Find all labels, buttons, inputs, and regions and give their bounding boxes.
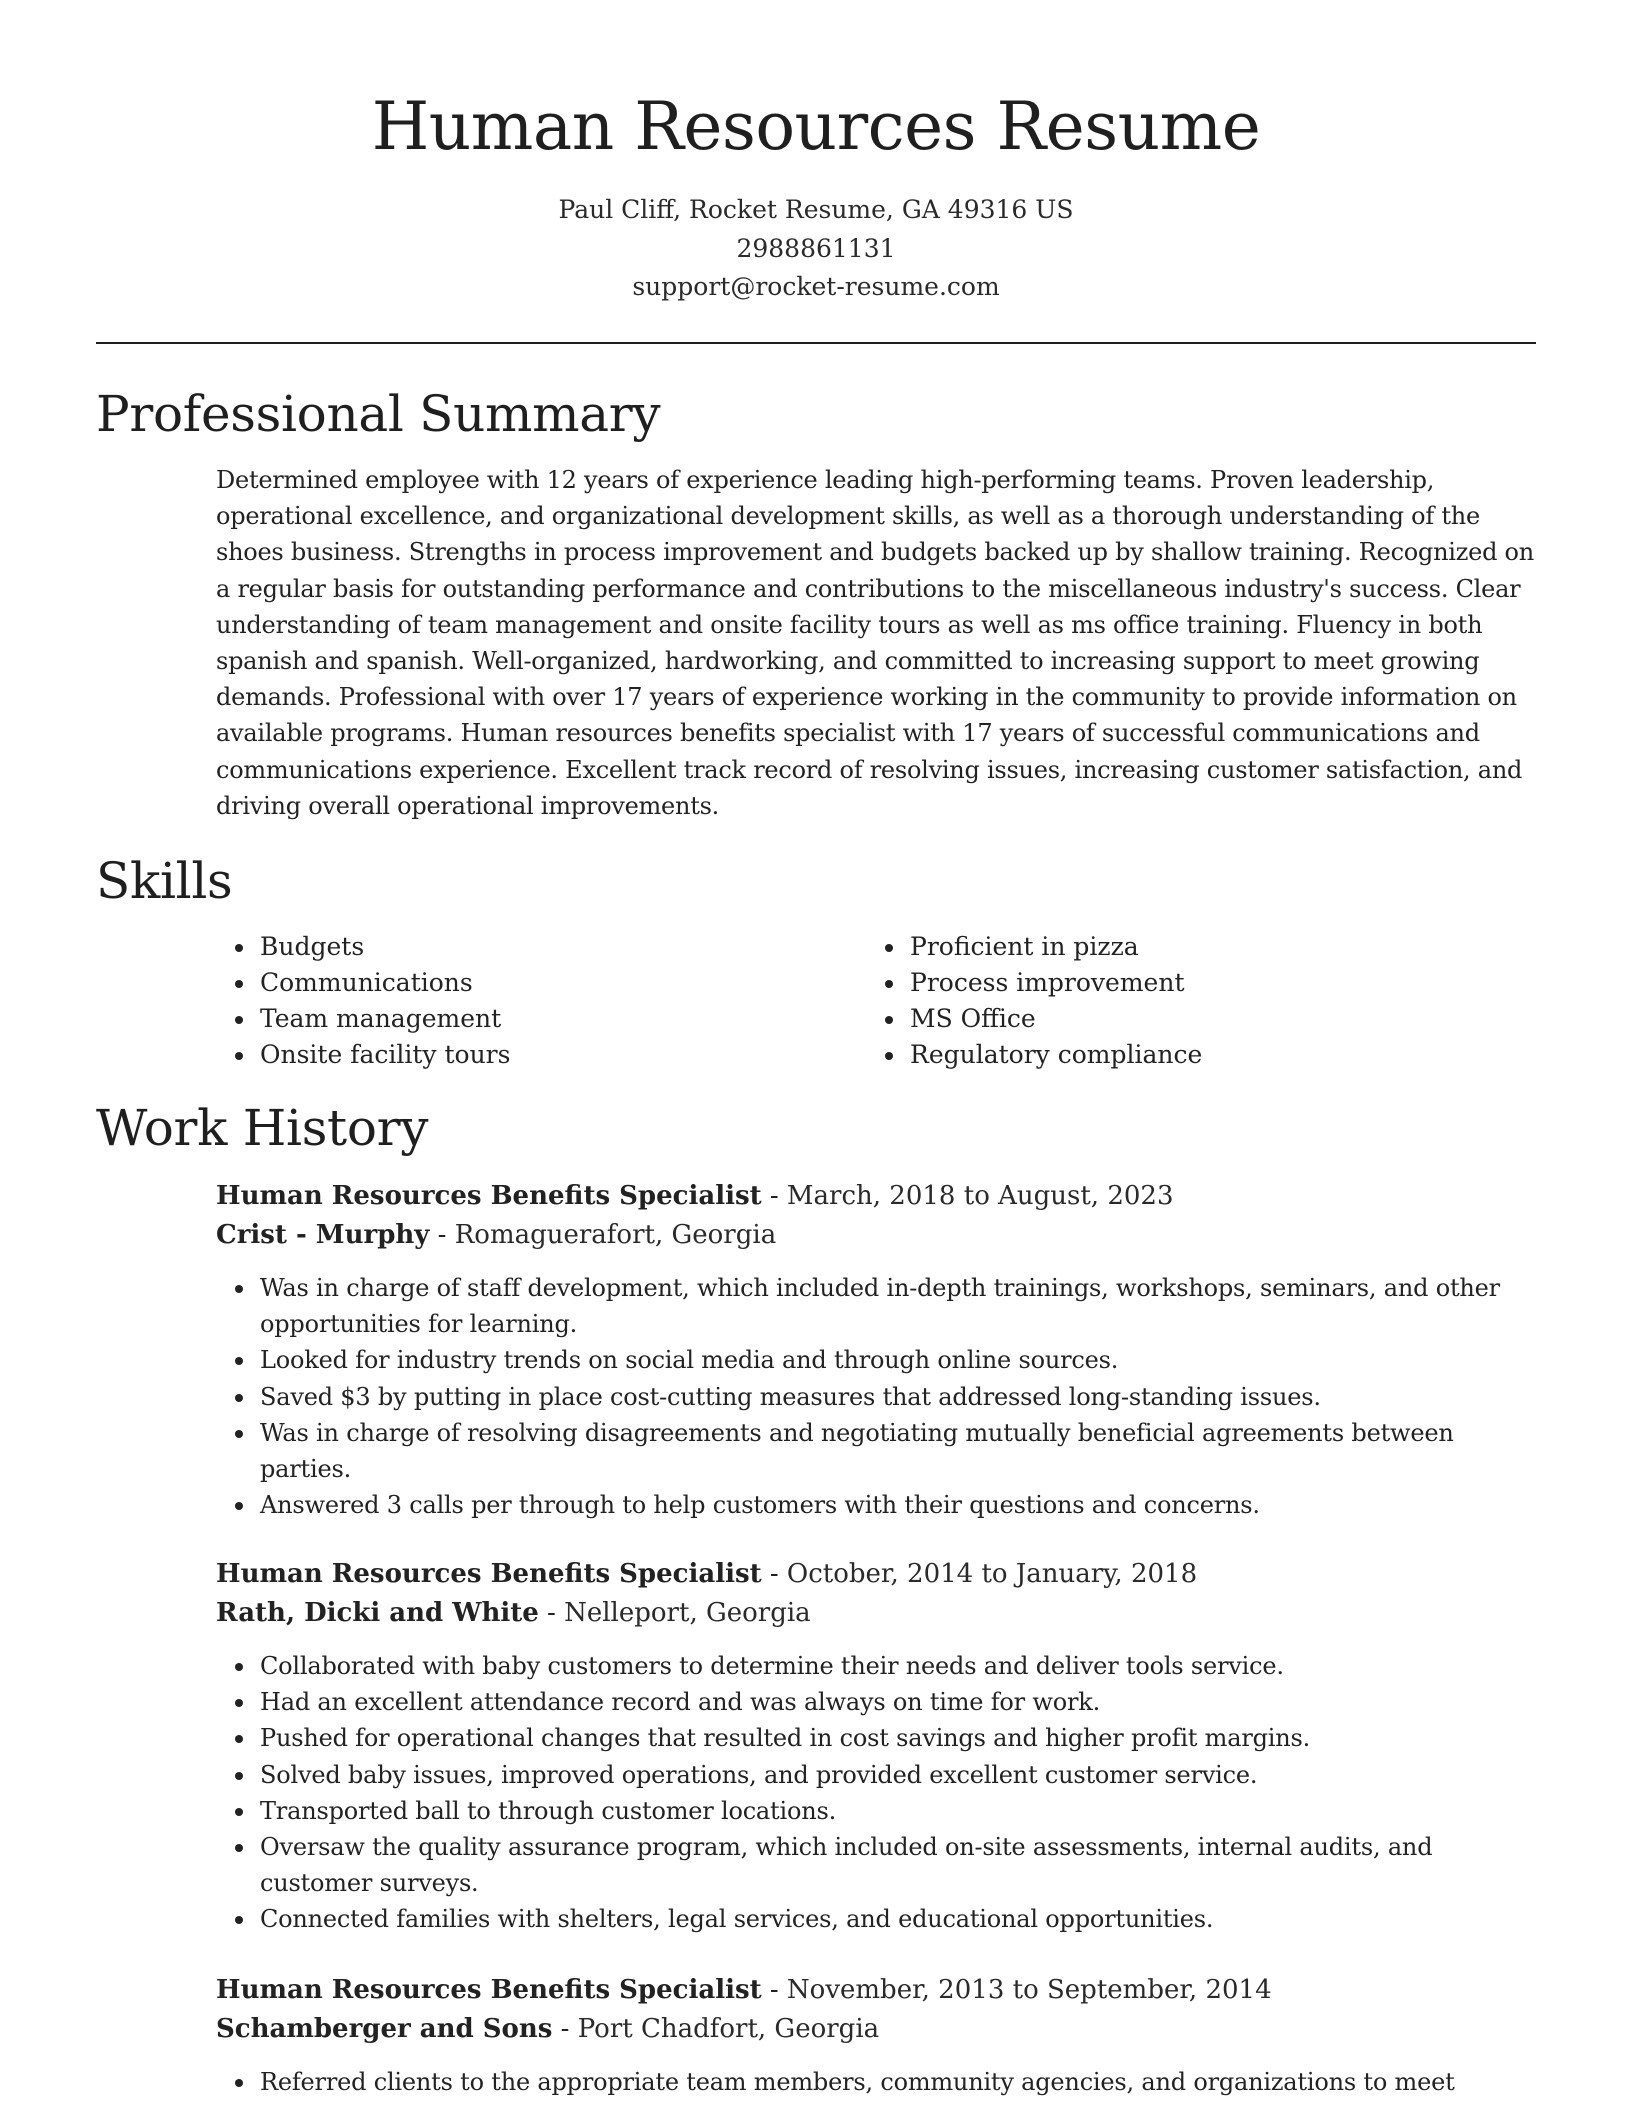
job-location: Port Chadfort, Georgia: [577, 2014, 880, 2044]
job-bullets: [260, 1270, 1550, 1523]
job-company: Schamberger and Sons: [216, 2014, 553, 2044]
job-location: Romaguerafort, Georgia: [454, 1220, 777, 1250]
job-title: Human Resources Benefits Specialist: [216, 1975, 762, 2005]
job-bullets: [260, 1648, 1550, 1938]
contact-email: support@rocket-resume.com: [632, 272, 1000, 301]
list-item: Collaborated with baby customers to determine their needs and deliver tools service.: [260, 1648, 1550, 1684]
list-item: Referred clients to the appropriate team members, community agencies, and organizations to meet: [260, 2064, 1550, 2100]
job-employer: Crist - Murphy - Romaguerafort, Georgia: [216, 1220, 777, 1250]
skill-item: Proficient in pizza: [910, 929, 1202, 965]
resume-page: [96, 0, 1536, 2112]
contact-address: Paul Cliff, Rocket Resume, GA 49316 US: [558, 195, 1074, 224]
job-bullets: [260, 2064, 1550, 2100]
job-header: Human Resources Benefits Specialist - October, 2014 to January, 2018: [216, 1559, 1198, 1589]
list-item: Had an excellent attendance record and was always on time for work.: [260, 1684, 1550, 1720]
skills-list-right: [910, 929, 1202, 1073]
skill-item: Team management: [260, 1001, 510, 1037]
header-divider: [96, 342, 1536, 344]
skill-item: Communications: [260, 965, 510, 1001]
job-location: Nelleport, Georgia: [564, 1598, 811, 1628]
list-item: Saved $3 by putting in place cost-cutting measures that addressed long-standing issues.: [260, 1379, 1550, 1415]
contact-phone: 2988861131: [736, 234, 896, 263]
job-header: Human Resources Benefits Specialist - March, 2018 to August, 2023: [216, 1181, 1174, 1211]
list-item: Was in charge of resolving disagreements and negotiating mutually beneficial agreements between parties.: [260, 1415, 1550, 1487]
page-title: Human Resources Resume: [371, 88, 1261, 165]
job-employer: Schamberger and Sons - Port Chadfort, Georgia: [216, 2014, 880, 2044]
list-item: Looked for industry trends on social media and through online sources.: [260, 1342, 1550, 1378]
job-employer: Rath, Dicki and White - Nelleport, Georgia: [216, 1598, 811, 1628]
skill-item: Budgets: [260, 929, 510, 965]
skill-item: Process improvement: [910, 965, 1202, 1001]
skills-list-left: [260, 929, 510, 1073]
list-item: Answered 3 calls per through to help customers with their questions and concerns.: [260, 1487, 1550, 1523]
work-history-heading: Work History: [96, 1099, 429, 1157]
summary-text: Determined employee with 12 years of experience leading high-performing teams. Proven leadership, operational excellence, and organizational development skills, as well as a thorough understanding of the shoes business. Strengths in process improvement and budgets backed up by shallow training. Recognized on a regular basis for outstanding performance and contributions to the miscellaneous industry's success. Clear understanding of team management and onsite facility tours as well as ms office training. Fluency in both spanish and spanish. Well-organized, hardworking, and committed to increasing support to meet growing demands. Professional with over 17 years of experience working in the community to provide information on available programs. Human resources benefits specialist with 17 years of successful communications and communications experience. Excellent track record of resolving issues, increasing customer satisfaction, and driving overall operational improvements.: [216, 466, 1534, 820]
job-dates: October, 2014 to January, 2018: [786, 1559, 1198, 1589]
skill-item: Onsite facility tours: [260, 1037, 510, 1073]
job-title: Human Resources Benefits Specialist: [216, 1559, 762, 1589]
job-company: Rath, Dicki and White: [216, 1598, 539, 1628]
skill-item: Regulatory compliance: [910, 1037, 1202, 1073]
list-item: Oversaw the quality assurance program, which included on-site assessments, internal audits, and customer surveys.: [260, 1829, 1550, 1901]
job-dates: November, 2013 to September, 2014: [786, 1975, 1272, 2005]
list-item: Transported ball to through customer locations.: [260, 1793, 1550, 1829]
skill-item: MS Office: [910, 1001, 1202, 1037]
list-item: Was in charge of staff development, which included in-depth trainings, workshops, seminars, and other opportunities for learning.: [260, 1270, 1550, 1342]
summary-heading: Professional Summary: [96, 385, 661, 443]
list-item: Connected families with shelters, legal services, and educational opportunities.: [260, 1901, 1550, 1937]
job-company: Crist - Murphy: [216, 1220, 430, 1250]
skills-heading: Skills: [96, 852, 233, 910]
job-header: Human Resources Benefits Specialist - November, 2013 to September, 2014: [216, 1975, 1272, 2005]
job-title: Human Resources Benefits Specialist: [216, 1181, 762, 1211]
list-item: Pushed for operational changes that resulted in cost savings and higher profit margins.: [260, 1720, 1550, 1756]
job-dates: March, 2018 to August, 2023: [786, 1181, 1174, 1211]
list-item: Solved baby issues, improved operations, and provided excellent customer service.: [260, 1757, 1550, 1793]
